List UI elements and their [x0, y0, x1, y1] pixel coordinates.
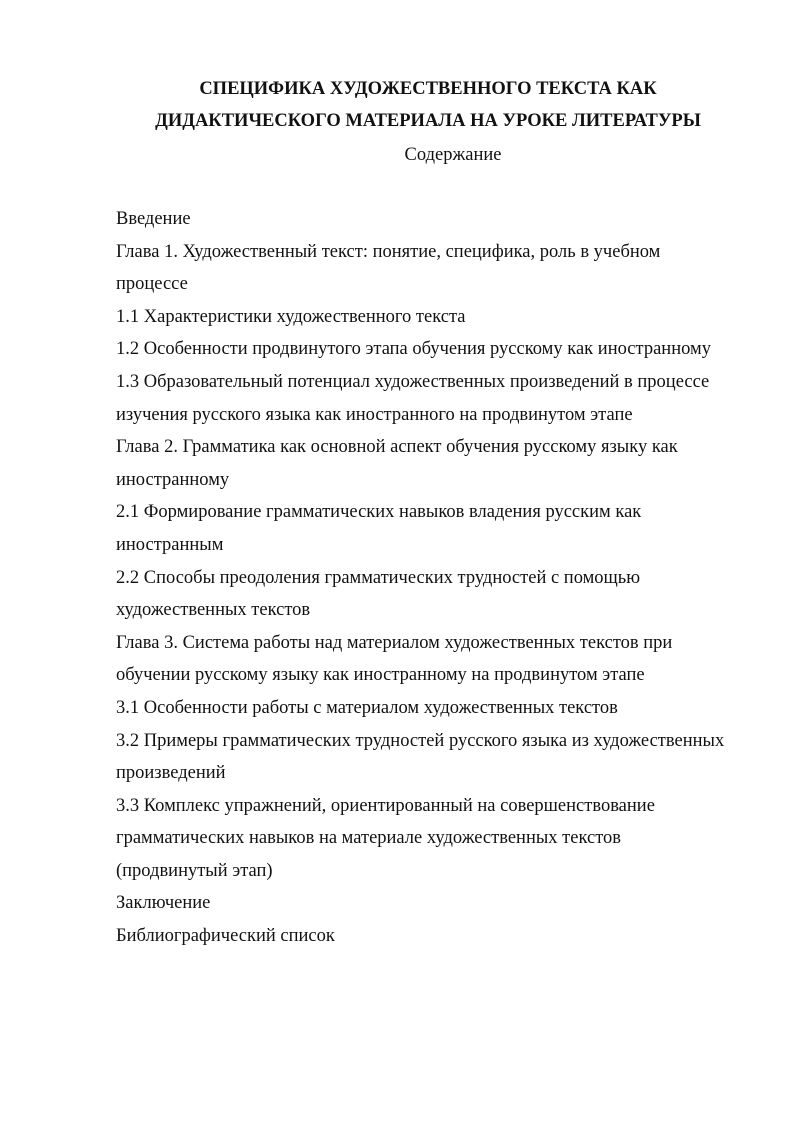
toc-line: 1.3 Образовательный потенциал художественных произведений в процессе: [116, 371, 710, 392]
toc-line: процессе: [116, 274, 188, 295]
toc-line: Глава 3. Система работы над материалом художественных текстов при: [116, 632, 673, 653]
toc-line: иностранным: [116, 534, 224, 555]
table-of-contents: [116, 203, 756, 953]
toc-line: 1.1 Характеристики художественного текста: [116, 306, 466, 327]
toc-line: произведений: [116, 763, 226, 784]
toc-line: 3.2 Примеры грамматических трудностей русского языка из художественных: [116, 730, 725, 751]
toc-line: Библиографический список: [116, 926, 335, 947]
toc-line: 2.2 Способы преодоления грамматических трудностей с помощью: [116, 567, 641, 588]
document-title-line-1: СПЕЦИФИКА ХУДОЖЕСТВЕННОГО ТЕКСТА КАК: [199, 79, 657, 99]
contents-heading: Содержание: [404, 145, 502, 165]
toc-line: художественных текстов: [116, 600, 311, 621]
toc-line: иностранному: [116, 469, 230, 490]
toc-line: обучении русскому языку как иностранному на продвинутом этапе: [116, 665, 645, 686]
toc-line: 3.1 Особенности работы с материалом художественных текстов: [116, 697, 618, 718]
toc-line: Заключение: [116, 893, 211, 914]
toc-line: (продвинутый этап): [116, 860, 273, 881]
toc-line: 2.1 Формирование грамматических навыков владения русским как: [116, 502, 642, 523]
toc-line: Введение: [116, 209, 191, 229]
toc-line: Глава 2. Грамматика как основной аспект обучения русскому языку как: [116, 437, 678, 458]
toc-line: 1.2 Особенности продвинутого этапа обучения русскому как иностранному: [116, 339, 711, 360]
toc-line: 3.3 Комплекс упражнений, ориентированный на совершенствование: [116, 795, 655, 816]
toc-line: Глава 1. Художественный текст: понятие, специфика, роль в учебном: [116, 241, 661, 262]
toc-line: грамматических навыков на материале художественных текстов: [116, 828, 622, 849]
document-title-line-2: ДИДАКТИЧЕСКОГО МАТЕРИАЛА НА УРОКЕ ЛИТЕРАТУРЫ: [155, 111, 701, 131]
toc-line: изучения русского языка как иностранного на продвинутом этапе: [116, 404, 633, 425]
